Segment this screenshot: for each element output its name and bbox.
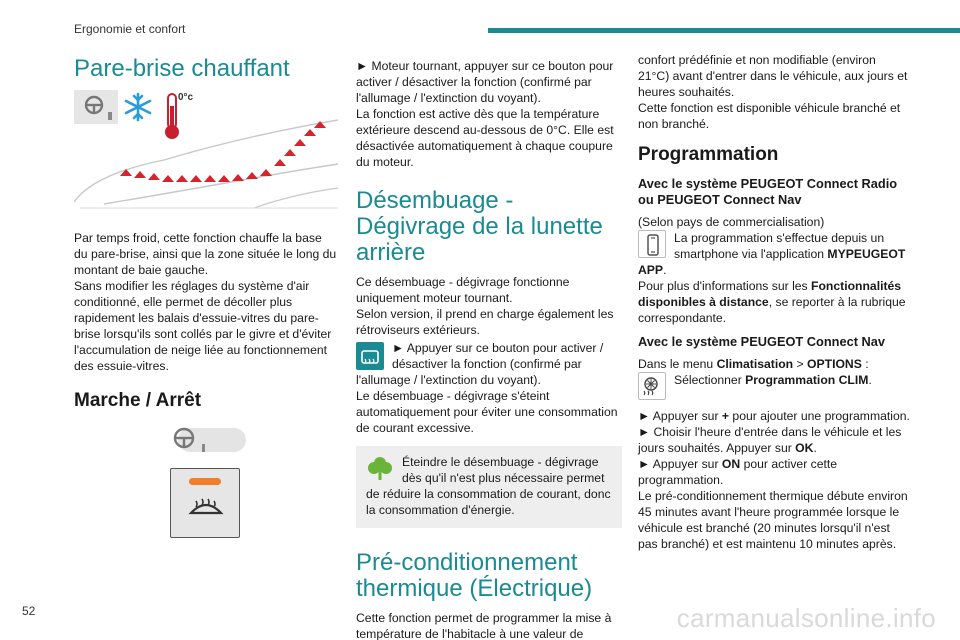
bold-term: Fonctionnalités disponibles à distance	[638, 279, 902, 309]
rear-defrost-button-icon	[356, 342, 384, 370]
subheading: Avec le système PEUGEOT Connect Nav	[638, 334, 886, 349]
paragraph-text: Sélectionner	[674, 373, 746, 387]
bold-term: OPTIONS	[807, 357, 862, 371]
thermometer-icon	[165, 94, 179, 139]
paragraph-text: pour activer cette programmation.	[638, 457, 838, 487]
paragraph-text: pour ajouter une programmation.	[729, 409, 910, 423]
paragraph: Cette fonction est disponible véhicule branché et non branché.	[638, 101, 901, 131]
paragraph	[638, 424, 910, 456]
column-1	[74, 48, 338, 538]
subheading: Avec le système PEUGEOT Connect Radio ou PEUGEOT Connect Nav	[638, 176, 898, 207]
front-defrost-icon	[171, 469, 241, 539]
paragraph-text: , se reporter à la rubrique correspondante.	[638, 295, 906, 325]
paragraph	[638, 230, 910, 278]
paragraph	[638, 278, 910, 326]
punctuation: .	[663, 263, 667, 277]
temperature-label: 0°c	[178, 92, 194, 103]
paragraph: confort prédéfinie et non modifiable (environ 21°C) avant d'entrer dans le véhicule, aux jours et heures souhaités.	[638, 53, 908, 99]
paragraph-text: Choisir l'heure d'entrée dans le véhicule et les jours souhaités. Appuyer sur	[638, 425, 902, 455]
bullet-arrow: ►	[638, 425, 651, 439]
bold-term: OK	[795, 441, 814, 455]
paragraph: Par temps froid, cette fonction chauffe la base du pare-brise, ainsi que la zone située le long du montant de baie gauche.	[74, 231, 337, 277]
paragraph-text: >	[793, 357, 808, 371]
bold-term: +	[721, 409, 730, 423]
paragraph	[638, 372, 910, 402]
bullet-arrow: ►	[356, 59, 369, 73]
steering-stalk-icon	[168, 426, 248, 456]
paragraph-text: Appuyer sur	[652, 409, 722, 423]
leaf-icon	[366, 454, 394, 482]
column-2	[356, 48, 622, 640]
paragraph: La fonction est active dès que la température extérieure descend au-dessous de 0°C. Elle est désactivée automatiquement à chaque coupure du moteur.	[356, 107, 614, 169]
paragraph	[638, 408, 910, 424]
running-header: Ergonomie et confort	[74, 22, 186, 36]
note-text: Éteindre le désembuage - dégivrage dès qu'il n'est plus nécessaire permet de réduire la consommation de courant, donc la consommation d'énergie.	[366, 455, 611, 517]
title-preconditionnement: Pré-conditionnement thermique (Électrique)	[356, 549, 593, 602]
paragraph	[356, 58, 622, 106]
windshield-diagram-icon	[74, 90, 338, 218]
eco-note-box	[356, 446, 622, 528]
header-accent-bar	[488, 28, 960, 33]
snowflake-icon	[126, 94, 150, 120]
column-3	[638, 48, 910, 552]
paragraph-text: Moteur tournant, appuyer sur ce bouton pour activer / désactiver la fonction (confirmé par l'allumage / l'extinction du voyant).	[356, 59, 614, 105]
paragraph	[356, 340, 622, 388]
bold-term: ON	[721, 457, 741, 471]
climate-icon	[638, 372, 666, 400]
punctuation: .	[868, 373, 872, 387]
watermark: carmanualsonline.info	[676, 603, 936, 633]
title-pare-brise: Pare-brise chauffant	[74, 55, 290, 82]
punctuation: .	[813, 441, 817, 455]
heading-programmation: Programmation	[638, 144, 779, 165]
paragraph-text: Pour plus d'informations sur les	[638, 279, 812, 293]
title-desembuage: Désembuage - Dégivrage de la lunette arrière	[356, 187, 603, 266]
smartphone-icon	[638, 230, 666, 258]
paragraph-text: La programmation s'effectue depuis un smartphone via l'application	[674, 231, 885, 261]
windshield-defrost-button[interactable]	[170, 468, 240, 538]
paragraph: Le désembuage - dégivrage s'éteint automatiquement pour éviter une consommation de courant excessive.	[356, 389, 618, 435]
bullet-arrow: ►	[638, 457, 651, 471]
paragraph: Le pré-conditionnement thermique débute environ 45 minutes avant l'heure programmée lorsque le véhicule est branché (20 minutes lorsqu'il n'est pas branché) et est maintenu 10 minutes après.	[638, 489, 908, 551]
bullet-arrow: ►	[392, 341, 405, 355]
bullet-arrow: ►	[638, 409, 651, 423]
heading-marche-arret: Marche / Arrêt	[74, 390, 202, 411]
paragraph	[638, 456, 910, 488]
bold-term: Programmation CLIM	[745, 373, 869, 387]
paragraph: (Selon pays de commercialisation)	[638, 215, 825, 229]
paragraph: Ce désembuage - dégivrage fonctionne uniquement moteur tournant.	[356, 275, 570, 305]
paragraph	[638, 356, 910, 372]
page-number: 52	[22, 604, 36, 618]
paragraph-text: Dans le menu	[638, 357, 717, 371]
app-name: MYPEUGEOT APP	[638, 247, 906, 277]
bold-term: Climatisation	[716, 357, 794, 371]
steering-stalk-illustration	[168, 426, 248, 456]
paragraph-text: :	[861, 357, 869, 371]
paragraph: Cette fonction permet de programmer la mise à température de l'habitacle à une valeur de	[356, 611, 612, 640]
paragraph: Selon version, il prend en charge également les rétroviseurs extérieurs.	[356, 307, 614, 337]
heated-windshield-illustration	[74, 90, 338, 218]
heat-arrows	[120, 121, 326, 182]
paragraph-text: Appuyer sur ce bouton pour activer / désactiver la fonction (confirmé par l'allumage / l'extinction du voyant).	[356, 341, 604, 387]
paragraph-text: Appuyer sur	[652, 457, 722, 471]
paragraph: Sans modifier les réglages du système d'air conditionné, elle permet de décoller plus rapidement les balais d'essuie-vitres du pare-brise lorsqu'ils sont collés par le givre et d'éviter l'accumulation de neige liée au fonctionnement des essuie-vitres.	[74, 279, 332, 373]
